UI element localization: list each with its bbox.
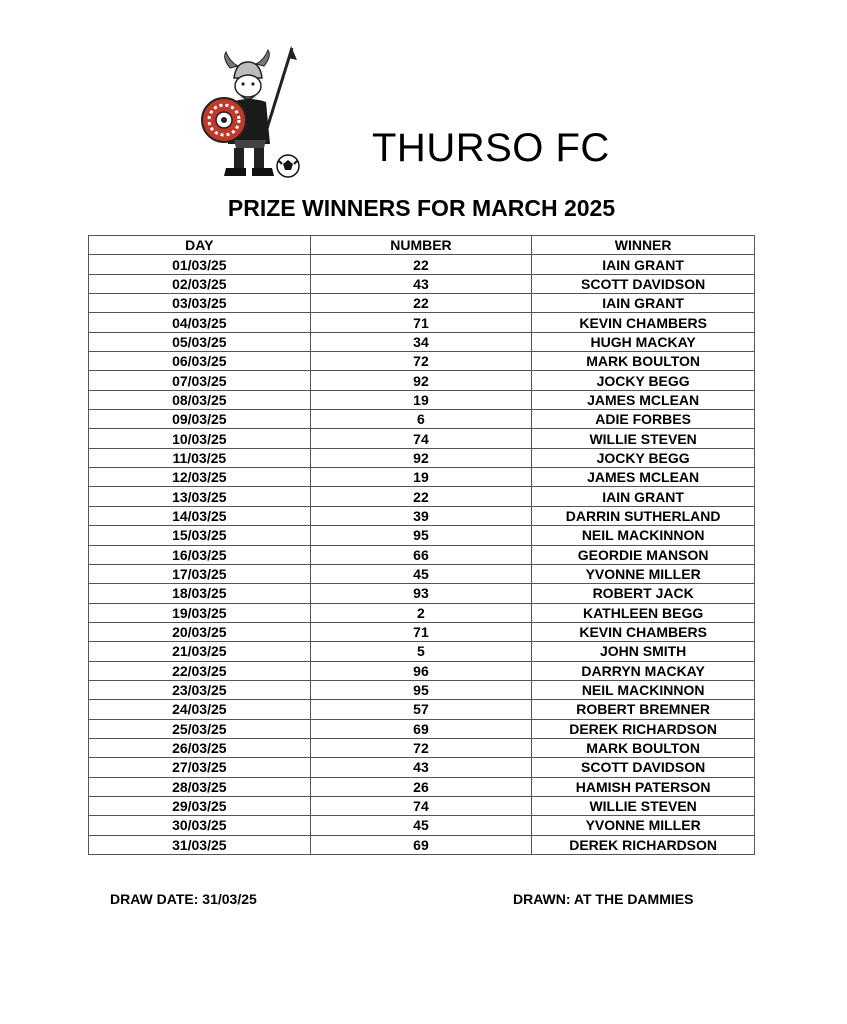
table-header-row: [89, 236, 755, 255]
table-row: [89, 738, 755, 757]
cell-number: 92: [310, 371, 532, 390]
cell-winner: KEVIN CHAMBERS: [532, 313, 755, 332]
table-row: [89, 371, 755, 390]
cell-winner: JAMES MCLEAN: [532, 390, 755, 409]
cell-number: 19: [310, 390, 532, 409]
cell-number: 22: [310, 255, 532, 274]
cell-number: 74: [310, 429, 532, 448]
table-row: [89, 661, 755, 680]
table-body: [89, 255, 755, 855]
cell-day: 27/03/25: [89, 758, 311, 777]
table-row: [89, 796, 755, 815]
cell-number: 74: [310, 796, 532, 815]
cell-winner: DEREK RICHARDSON: [532, 719, 755, 738]
table-row: [89, 448, 755, 467]
cell-day: 29/03/25: [89, 796, 311, 815]
cell-day: 22/03/25: [89, 661, 311, 680]
cell-winner: HUGH MACKAY: [532, 332, 755, 351]
cell-day: 09/03/25: [89, 410, 311, 429]
table-row: [89, 816, 755, 835]
cell-number: 66: [310, 545, 532, 564]
table-row: [89, 584, 755, 603]
table-row: [89, 429, 755, 448]
table-row: [89, 777, 755, 796]
cell-day: 21/03/25: [89, 642, 311, 661]
club-name: THURSO FC: [372, 126, 610, 170]
cell-number: 95: [310, 526, 532, 545]
cell-day: 19/03/25: [89, 603, 311, 622]
cell-winner: JOHN SMITH: [532, 642, 755, 661]
table-row: [89, 622, 755, 641]
table-row: [89, 410, 755, 429]
table-row: [89, 603, 755, 622]
cell-day: 30/03/25: [89, 816, 311, 835]
cell-winner: NEIL MACKINNON: [532, 680, 755, 699]
cell-number: 26: [310, 777, 532, 796]
cell-day: 15/03/25: [89, 526, 311, 545]
cell-winner: YVONNE MILLER: [532, 564, 755, 583]
cell-winner: ROBERT JACK: [532, 584, 755, 603]
cell-day: 08/03/25: [89, 390, 311, 409]
cell-number: 6: [310, 410, 532, 429]
cell-number: 92: [310, 448, 532, 467]
table-row: [89, 506, 755, 525]
cell-winner: JOCKY BEGG: [532, 371, 755, 390]
cell-winner: SCOTT DAVIDSON: [532, 274, 755, 293]
cell-number: 96: [310, 661, 532, 680]
table-row: [89, 487, 755, 506]
cell-day: 26/03/25: [89, 738, 311, 757]
cell-number: 71: [310, 313, 532, 332]
cell-number: 39: [310, 506, 532, 525]
cell-day: 05/03/25: [89, 332, 311, 351]
cell-day: 02/03/25: [89, 274, 311, 293]
cell-winner: SCOTT DAVIDSON: [532, 758, 755, 777]
cell-number: 43: [310, 758, 532, 777]
cell-number: 72: [310, 352, 532, 371]
column-header-number: NUMBER: [310, 236, 532, 255]
cell-number: 2: [310, 603, 532, 622]
column-header-winner: WINNER: [532, 236, 755, 255]
cell-day: 12/03/25: [89, 468, 311, 487]
cell-winner: MARK BOULTON: [532, 352, 755, 371]
table-row: [89, 680, 755, 699]
column-header-day: DAY: [89, 236, 311, 255]
cell-day: 28/03/25: [89, 777, 311, 796]
cell-number: 19: [310, 468, 532, 487]
cell-number: 69: [310, 835, 532, 854]
cell-winner: DEREK RICHARDSON: [532, 835, 755, 854]
cell-day: 10/03/25: [89, 429, 311, 448]
cell-winner: IAIN GRANT: [532, 294, 755, 313]
cell-number: 69: [310, 719, 532, 738]
cell-day: 14/03/25: [89, 506, 311, 525]
viking-mascot-icon: [196, 44, 308, 184]
table-row: [89, 255, 755, 274]
draw-location: DRAWN: AT THE DAMMIES: [513, 891, 694, 907]
cell-winner: JAMES MCLEAN: [532, 468, 755, 487]
cell-winner: ADIE FORBES: [532, 410, 755, 429]
cell-day: 13/03/25: [89, 487, 311, 506]
cell-day: 25/03/25: [89, 719, 311, 738]
cell-number: 43: [310, 274, 532, 293]
table-row: [89, 758, 755, 777]
cell-number: 22: [310, 294, 532, 313]
cell-day: 07/03/25: [89, 371, 311, 390]
club-logo: [196, 44, 308, 184]
table-row: [89, 313, 755, 332]
table-row: [89, 352, 755, 371]
cell-winner: IAIN GRANT: [532, 487, 755, 506]
cell-winner: YVONNE MILLER: [532, 816, 755, 835]
cell-day: 04/03/25: [89, 313, 311, 332]
table-row: [89, 390, 755, 409]
cell-number: 45: [310, 816, 532, 835]
cell-number: 57: [310, 700, 532, 719]
cell-winner: KATHLEEN BEGG: [532, 603, 755, 622]
cell-winner: DARRIN SUTHERLAND: [532, 506, 755, 525]
cell-day: 03/03/25: [89, 294, 311, 313]
cell-day: 16/03/25: [89, 545, 311, 564]
table-row: [89, 700, 755, 719]
cell-winner: HAMISH PATERSON: [532, 777, 755, 796]
table-row: [89, 642, 755, 661]
cell-number: 5: [310, 642, 532, 661]
cell-winner: JOCKY BEGG: [532, 448, 755, 467]
cell-day: 31/03/25: [89, 835, 311, 854]
cell-day: 18/03/25: [89, 584, 311, 603]
table-row: [89, 274, 755, 293]
cell-winner: NEIL MACKINNON: [532, 526, 755, 545]
table-row: [89, 294, 755, 313]
cell-winner: WILLIE STEVEN: [532, 796, 755, 815]
cell-winner: DARRYN MACKAY: [532, 661, 755, 680]
cell-winner: MARK BOULTON: [532, 738, 755, 757]
cell-day: 17/03/25: [89, 564, 311, 583]
cell-day: 23/03/25: [89, 680, 311, 699]
table-row: [89, 545, 755, 564]
cell-number: 72: [310, 738, 532, 757]
cell-number: 71: [310, 622, 532, 641]
cell-number: 93: [310, 584, 532, 603]
cell-winner: WILLIE STEVEN: [532, 429, 755, 448]
page-title-text: PRIZE WINNERS FOR MARCH 2025: [227, 195, 616, 221]
draw-date: DRAW DATE: 31/03/25: [110, 891, 257, 907]
prize-winners-table: [88, 235, 755, 855]
table-row: [89, 564, 755, 583]
cell-day: 20/03/25: [89, 622, 311, 641]
cell-day: 06/03/25: [89, 352, 311, 371]
table-row: [89, 468, 755, 487]
page-title: [0, 195, 847, 222]
cell-number: 34: [310, 332, 532, 351]
cell-day: 11/03/25: [89, 448, 311, 467]
cell-number: 22: [310, 487, 532, 506]
table-row: [89, 719, 755, 738]
cell-winner: KEVIN CHAMBERS: [532, 622, 755, 641]
cell-winner: GEORDIE MANSON: [532, 545, 755, 564]
cell-number: 45: [310, 564, 532, 583]
cell-day: 24/03/25: [89, 700, 311, 719]
cell-day: 01/03/25: [89, 255, 311, 274]
cell-number: 95: [310, 680, 532, 699]
table-row: [89, 526, 755, 545]
table-row: [89, 835, 755, 854]
cell-winner: ROBERT BREMNER: [532, 700, 755, 719]
table-row: [89, 332, 755, 351]
cell-winner: IAIN GRANT: [532, 255, 755, 274]
